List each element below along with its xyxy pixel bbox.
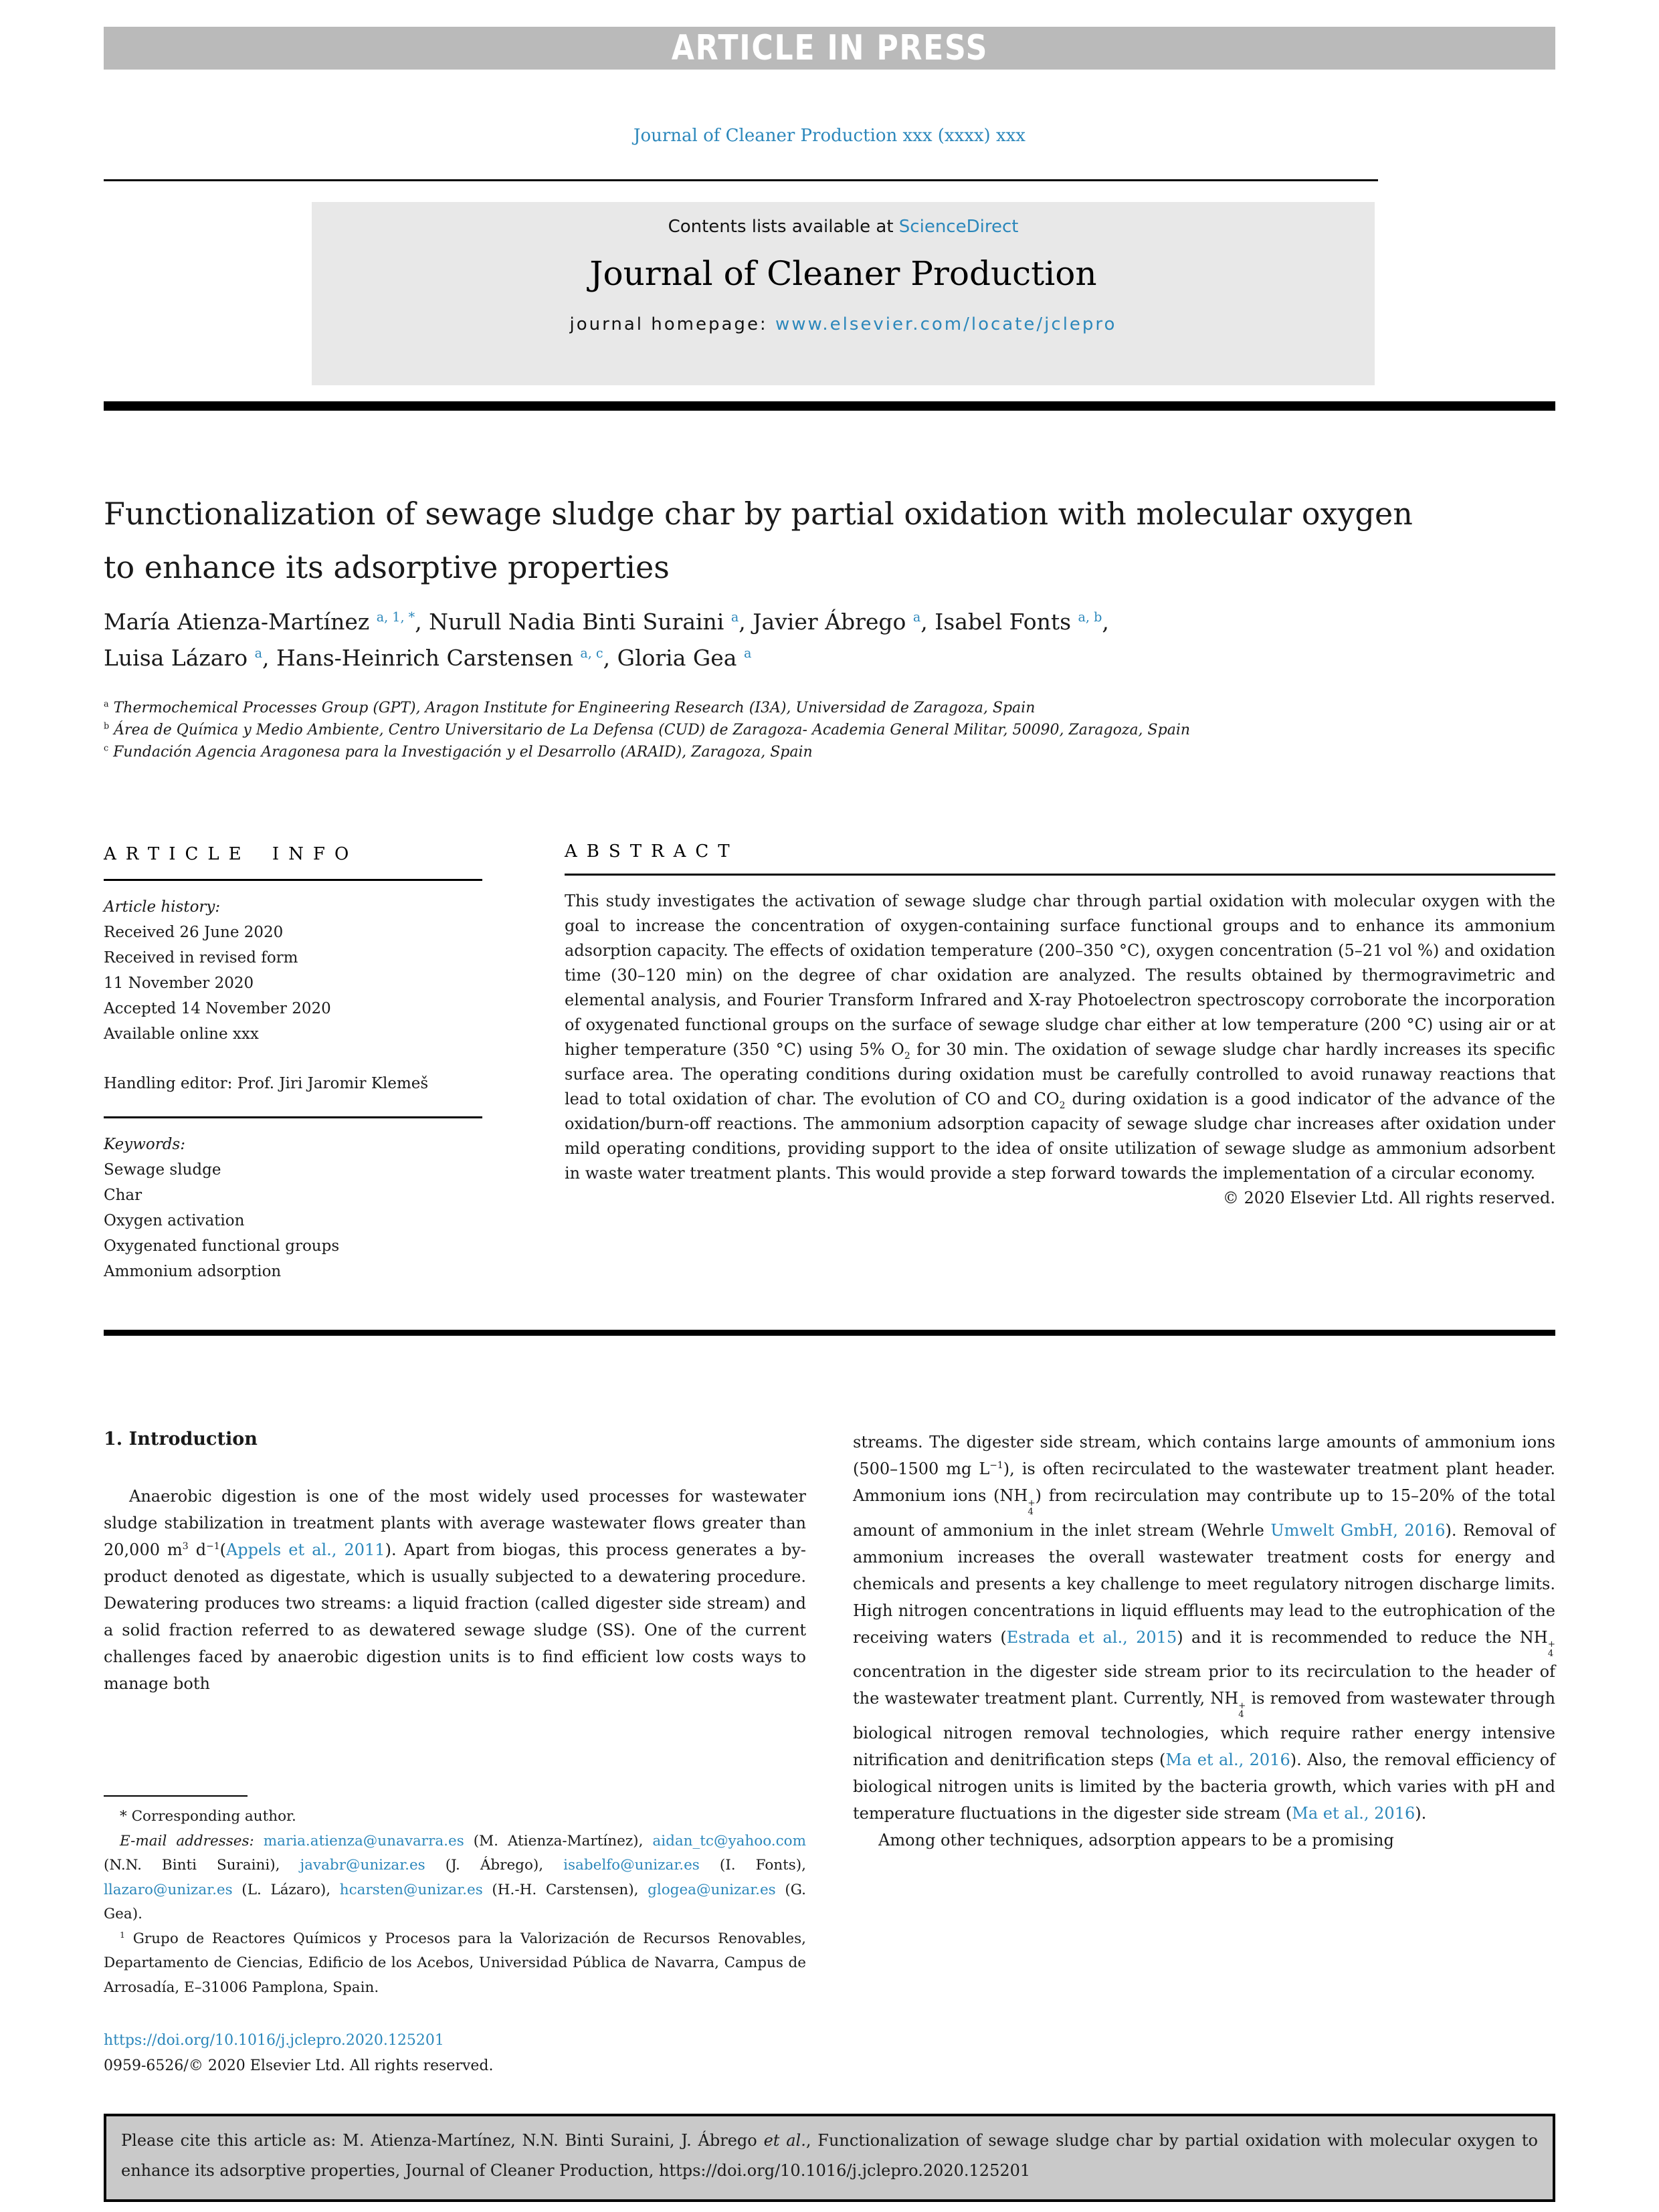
stacked-ion-charge: + 4 bbox=[1028, 1498, 1036, 1518]
citation-notice-text: Please cite this article as: M. Atienza-Martínez, N.N. Binti Suraini, J. Ábrego et al., Functionalization of sewage sludge char by partial oxidation with molecular oxygen to enhance its adsorptive properties, Journal of Cleaner Production, https://doi.org/10.1016/j.jclepro.2020.125201 bbox=[121, 2131, 1539, 2180]
citation-notice-box bbox=[104, 2114, 1555, 2202]
text-span: E-mail addresses: bbox=[120, 1832, 264, 1849]
inline-link[interactable]: llazaro@unizar.es bbox=[104, 1881, 233, 1898]
text-span: a, 1, * bbox=[376, 609, 415, 625]
abstract-heading: ABSTRACT bbox=[565, 841, 739, 862]
keyword-2: Char bbox=[104, 1187, 142, 1204]
history-available: Available online xxx bbox=[104, 1025, 259, 1043]
authors-line-1: María Atienza-Martínez $^{a, 1, *}$, Nurull Nadia Binti Suraini $^a$, Javier Ábrego $^a$, Isabel Fonts $^{a, b}$, bbox=[104, 609, 1109, 635]
abstract-copyright: © 2020 Elsevier Ltd. All rights reserved. bbox=[1222, 1189, 1555, 1207]
article-title: Functionalization of sewage sludge char by partial oxidation with molecular oxygen to enhance its adsorptive properties bbox=[104, 496, 1413, 585]
text-span: a bbox=[912, 609, 921, 625]
text-span: 1 bbox=[120, 1929, 125, 1940]
history-received: Received 26 June 2020 bbox=[104, 924, 284, 941]
banner-text: ARTICLE IN PRESS bbox=[671, 28, 988, 68]
header-rule bbox=[104, 179, 1378, 181]
article-history-label: Article history: bbox=[104, 898, 221, 916]
stacked-ion-charge: + 4 bbox=[1547, 1639, 1555, 1659]
inline-link[interactable]: Ma et al., 2016 bbox=[1292, 1803, 1416, 1823]
homepage-prefix: journal homepage: bbox=[569, 314, 775, 334]
body-left-column bbox=[104, 1429, 806, 1697]
authors-line-2: Luisa Lázaro $^a$, Hans-Heinrich Carstensen $^{a, c}$, Gloria Gea $^a$ bbox=[104, 645, 752, 671]
intro-paragraph-1: Anaerobic digestion is one of the most widely used processes for wastewater sludge stabilization in treatment plants with average wastewater flows greater than 20,000 $m^3$ $d^{-1}(Appels$ et al., 2011). Apart from biogas, this process generates a by-product denoted as digestate, which is usually subjected to a dewatering procedure. Dewatering produces two streams: a liquid fraction (called digester side stream) and a solid fraction referred to as dewatered sewage sludge (SS). One of the current challenges faced by anaerobic digestion units is to find efficient low costs ways to manage both bbox=[104, 1487, 807, 1693]
text-span: a, c bbox=[580, 645, 603, 661]
text-span: et al. bbox=[763, 2131, 806, 2150]
inline-link[interactable]: Umwelt GmbH, 2016 bbox=[1270, 1520, 1446, 1540]
inline-link[interactable]: Ma et al., 2016 bbox=[1165, 1750, 1290, 1769]
keyword-1: Sewage sludge bbox=[104, 1161, 221, 1179]
footnote-rule bbox=[104, 1795, 248, 1797]
keywords-label: Keywords: bbox=[104, 1136, 185, 1153]
affiliation-a bbox=[104, 697, 1555, 719]
abstract-text: This study investigates the activation of sewage sludge char through partial oxidation with molecular oxygen with the goal to increase the concentration of oxygen-containing surface functional groups and to enhance its ammonium adsorption capacity. The effects of oxidation temperature (200–350 °C), oxygen concentration (5–21 vol %) and oxidation time (30–120 min) on the degree of char oxidation are analyzed. The results obtained by thermogravimetric and elemental analysis, and Fourier Transform Infrared and X-ray Photoelectron spectroscopy corroborate the incorporation of oxygenated functional groups on the surface of sewage sludge char either at low temperature (200 °C) using air or at higher temperature (350 °C) using 5% $O_2$ for 30 min. The oxidation of sewage sludge char hardly increases its specific surface area. The operating conditions during oxidation must be carefully controlled to avoid runaway reactions that lead to total oxidation of char. The evolution of CO and $CO_2$ during oxidation is a good indicator of the advance of the oxidation/burn-off reactions. The ammonium adsorption capacity of sewage sludge char increases after oxidation under mild operating conditions, providing support to the idea of onsite utilization of sewage sludge as ammonium adsorbent in waste water treatment plants. This would provide a step forward towards the implementation of a circular economy. bbox=[565, 892, 1556, 1183]
inline-link[interactable]: maria.atienza@unavarra.es bbox=[263, 1832, 464, 1849]
inline-link[interactable]: javabr@unizar.es bbox=[300, 1857, 425, 1874]
section-divider-rule bbox=[104, 1330, 1555, 1336]
text-span: −1 bbox=[206, 1541, 220, 1552]
inline-link[interactable]: aidan_tc@yahoo.com bbox=[652, 1832, 806, 1849]
inline-link[interactable]: isabelfo@unizar.es bbox=[563, 1857, 700, 1874]
history-revised-2: 11 November 2020 bbox=[104, 975, 254, 992]
text-span: a bbox=[254, 645, 263, 661]
intro-paragraph-2: streams. The digester side stream, which contains large amounts of ammonium ions (500–1500 mg $L^{-1}$), is often recirculated to the wastewater treatment plant header. Ammonium ions (NH + 4 ) from recirculation may contribute up to 15–20% of the total amount of ammonium in the inlet stream (Wehrle Umwelt GmbH, 2016). Removal of ammonium increases the overall wastewater treatment costs for energy and chemicals and presents a key challenge to meet regulatory nitrogen discharge limits. High nitrogen concentrations in liquid effluents may lead to the eutrophication of the receiving waters (Estrada et al., 2015) and it is recommended to reduce the NH + 4 concentration in the digester side stream prior to its recirculation to the header of the wastewater treatment plant. Currently, NH + 4 is removed from wastewater through biological nitrogen removal technologies, which require rather energy intensive nitrification and denitrification steps (Ma et al., 2016). Also, the removal efficiency of biological nitrogen units is limited by the bacteria growth, which varies with pH and temperature fluctuations in the digester side stream (Ma et al., 2016). bbox=[853, 1433, 1555, 1823]
inline-link[interactable]: hcarsten@unizar.es bbox=[339, 1881, 483, 1898]
author-list bbox=[104, 604, 1555, 676]
info-rule-middle bbox=[104, 1116, 482, 1118]
text-span: 2 bbox=[904, 1050, 910, 1062]
masthead-bottom-bar bbox=[104, 401, 1555, 411]
text-span: a bbox=[743, 645, 752, 661]
text-span: a bbox=[104, 699, 109, 710]
stacked-ion-charge: + 4 bbox=[1238, 1700, 1246, 1720]
text-span: Fundación Agencia Aragonesa para la Investigación y el Desarrollo (ARAID), Zaragoza, Spain bbox=[108, 744, 813, 761]
text-span: c bbox=[104, 743, 109, 754]
affiliation-b bbox=[104, 719, 1555, 741]
text-span: 3 bbox=[182, 1541, 189, 1552]
inline-link[interactable]: glogea@unizar.es bbox=[648, 1881, 776, 1898]
text-span: a bbox=[730, 609, 739, 625]
info-rule-top bbox=[104, 879, 482, 881]
text-span: Thermochemical Processes Group (GPT), Aragon Institute for Engineering Research (I3A), Universidad de Zaragoza, Spain bbox=[108, 700, 1036, 716]
journal-masthead bbox=[312, 202, 1375, 385]
corresponding-author-note: * Corresponding author. bbox=[120, 1808, 296, 1825]
issn-copyright-line: 0959-6526/© 2020 Elsevier Ltd. All rights reserved. bbox=[104, 2057, 494, 2074]
body-right-column bbox=[853, 1429, 1555, 1853]
abstract-section bbox=[565, 841, 1555, 1207]
article-in-press-banner bbox=[104, 27, 1555, 70]
text-span: b bbox=[104, 721, 110, 732]
inline-link[interactable]: Estrada et al., 2015 bbox=[1006, 1627, 1177, 1647]
contents-prefix: Contents lists available at bbox=[668, 217, 899, 237]
article-info-heading: ARTICLE INFO bbox=[104, 844, 359, 864]
text-span: Área de Química y Medio Ambiente, Centro Universitario de La Defensa (CUD) de Zaragoza- Academia General Militar, 50090, Zaragoza, Spain bbox=[109, 722, 1191, 738]
introduction-heading: 1. Introduction bbox=[104, 1429, 258, 1449]
article-info-section bbox=[104, 841, 482, 1284]
journal-name: Journal of Cleaner Production bbox=[589, 254, 1097, 293]
doi-link[interactable]: https://doi.org/10.1016/j.jclepro.2020.125201 bbox=[104, 2032, 444, 2049]
footnotes bbox=[104, 1795, 806, 2000]
journal-homepage-link[interactable]: www.elsevier.com/locate/jclepro bbox=[775, 314, 1117, 334]
footnote-1-group: $^1$ Grupo de Reactores Químicos y Procesos para la Valorización de Recursos Renovables, Departamento de Ciencias, Edificio de los Acebos, Universidad Pública de Navarra, Campus de Arrosadía, E–31006 Pamplona, Spain. bbox=[104, 1929, 806, 1996]
journal-reference-line: Journal of Cleaner Production xxx (xxxx) xxx bbox=[633, 126, 1026, 146]
email-addresses-note: E-mail addresses: maria.atienza@unavarra.es (M. Atienza-Martínez), aidan_tc@yahoo.com (N.N. Binti Suraini), javabr@unizar.es (J. Ábrego), isabelfo@unizar.es (I. Fonts), llazaro@unizar.es (L. Lázaro), hcarsten@unizar.es (H.-H. Carstensen), glogea@unizar.es (G. Gea). bbox=[104, 1832, 806, 1922]
inline-link[interactable]: Appels et al., 2011 bbox=[225, 1540, 385, 1559]
handling-editor: Handling editor: Prof. Jiri Jaromir Klemeš bbox=[104, 1075, 429, 1092]
keyword-5: Ammonium adsorption bbox=[104, 1263, 282, 1280]
history-accepted: Accepted 14 November 2020 bbox=[104, 1000, 331, 1017]
text-span: a, b bbox=[1078, 609, 1102, 625]
homepage-line bbox=[312, 314, 1375, 334]
intro-paragraph-3: Among other techniques, adsorption appears to be a promising bbox=[878, 1830, 1394, 1849]
doi-block bbox=[104, 2028, 493, 2079]
affiliation-c bbox=[104, 741, 1555, 763]
affiliations bbox=[104, 697, 1555, 763]
sciencedirect-link[interactable]: ScienceDirect bbox=[898, 217, 1019, 237]
text-span: 2 bbox=[1059, 1100, 1066, 1111]
contents-line bbox=[312, 217, 1375, 237]
keyword-4: Oxygenated functional groups bbox=[104, 1237, 340, 1255]
keyword-3: Oxygen activation bbox=[104, 1212, 245, 1229]
history-revised-1: Received in revised form bbox=[104, 949, 298, 967]
abstract-rule bbox=[565, 874, 1555, 876]
text-span: −1 bbox=[989, 1460, 1003, 1471]
